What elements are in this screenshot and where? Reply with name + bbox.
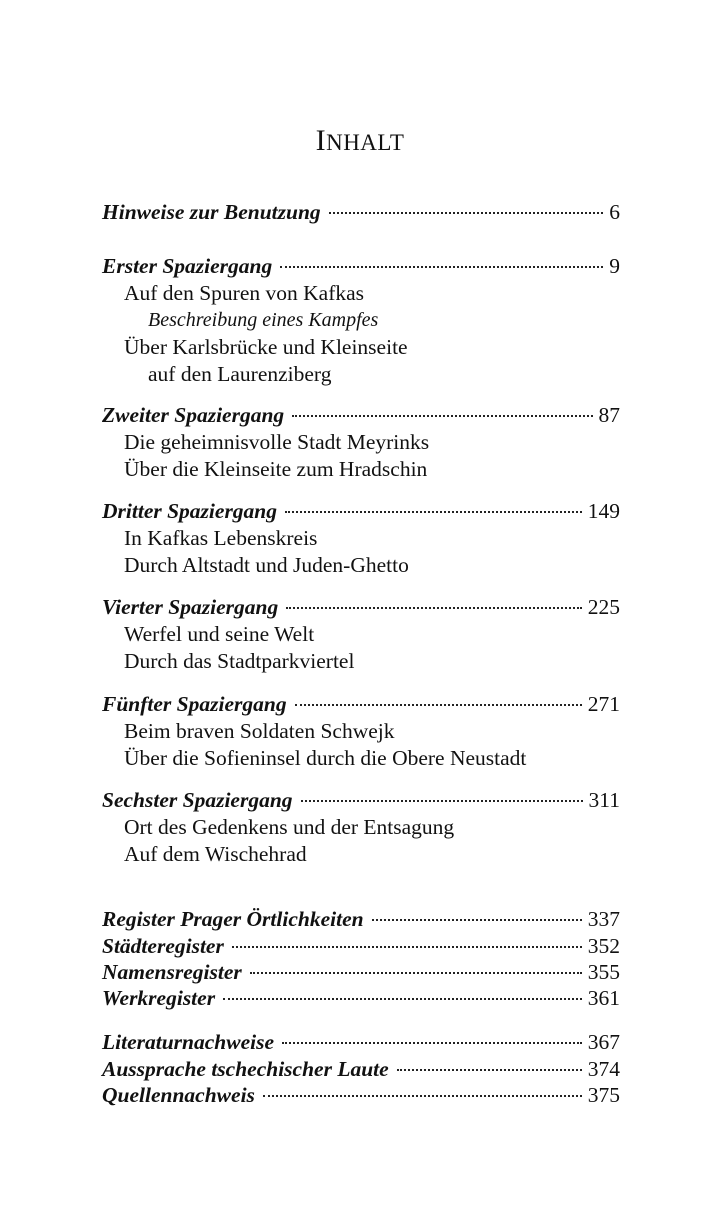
- toc-subentry-continuation: auf den Laurenziberg: [148, 362, 332, 386]
- toc-entry-zweiter-spaziergang[interactable]: [102, 402, 620, 429]
- toc-entry-dritter-spaziergang[interactable]: [102, 498, 620, 525]
- toc-entry-werkregister[interactable]: [102, 985, 620, 1012]
- dot-leader: [223, 998, 582, 1000]
- toc-entry-page: 355: [587, 960, 620, 984]
- dot-leader: [295, 704, 582, 706]
- dot-leader: [232, 946, 582, 948]
- dot-leader: [286, 607, 582, 609]
- toc-entry-title: Quellennachweis: [102, 1083, 255, 1107]
- dot-leader: [329, 212, 604, 214]
- toc-entry-title: Register Prager Örtlichkeiten: [102, 907, 364, 931]
- toc-subentry: Beim braven Soldaten Schwejk: [124, 719, 395, 743]
- toc-entry-aussprache[interactable]: [102, 1056, 620, 1083]
- toc-entry-page: 367: [587, 1030, 620, 1054]
- toc-entry-title: Vierter Spaziergang: [102, 595, 279, 619]
- toc-entry-register-oertlichkeiten[interactable]: [102, 906, 620, 933]
- toc-entry-page: 6: [609, 200, 620, 224]
- toc-entry-page: 225: [587, 595, 620, 619]
- toc-entry-title: Hinweise zur Benutzung: [102, 200, 321, 224]
- toc-entry-page: 352: [587, 934, 620, 958]
- dot-leader: [397, 1069, 582, 1071]
- toc-entry-page: 361: [587, 986, 620, 1010]
- dot-leader: [280, 266, 603, 268]
- toc-entry-vierter-spaziergang[interactable]: [102, 594, 620, 621]
- toc-subentry: Durch das Stadtparkviertel: [124, 649, 355, 673]
- toc-entry-namensregister[interactable]: [102, 959, 620, 986]
- toc-subentry: Werfel und seine Welt: [124, 622, 315, 646]
- toc-entry-page: 311: [588, 788, 620, 812]
- toc-entry-staedteregister[interactable]: [102, 933, 620, 960]
- page-title-rest: NHALT: [326, 130, 405, 155]
- page-title-initial: I: [315, 124, 327, 157]
- toc-subentry: Auf dem Wischehrad: [124, 842, 307, 866]
- toc-subentry: Über die Sofieninsel durch die Obere Neustadt: [124, 746, 527, 770]
- dot-leader: [372, 919, 582, 921]
- toc-entry-page: 149: [587, 499, 620, 523]
- page-title: [0, 124, 720, 158]
- toc-entry-title: Literaturnachweise: [102, 1030, 275, 1054]
- toc-entry-title: Aussprache tschechischer Laute: [102, 1057, 389, 1081]
- toc-entry-fuenfter-spaziergang[interactable]: [102, 691, 620, 718]
- toc-subentry: Ort des Gedenkens und der Entsagung: [124, 815, 455, 839]
- toc-entry-title: Namensregister: [102, 960, 242, 984]
- toc-entry-erster-spaziergang[interactable]: [102, 253, 620, 280]
- toc-entry-page: 375: [587, 1083, 620, 1107]
- toc-subentry: Über Karlsbrücke und Kleinseite: [124, 335, 408, 359]
- toc-entry-title: Sechster Spaziergang: [102, 788, 293, 812]
- toc-entry-page: 271: [587, 692, 620, 716]
- toc-entry-sechster-spaziergang[interactable]: [102, 787, 620, 814]
- toc-subentry: Die geheimnisvolle Stadt Meyrinks: [124, 430, 430, 454]
- toc-subentry: Auf den Spuren von Kafkas: [124, 281, 365, 305]
- dot-leader: [282, 1042, 582, 1044]
- toc-entry-page: 337: [587, 907, 620, 931]
- dot-leader: [263, 1095, 582, 1097]
- toc-entry-title: Werkregister: [102, 986, 216, 1010]
- toc-entry-page: 9: [609, 254, 620, 278]
- toc-subentry: Über die Kleinseite zum Hradschin: [124, 457, 428, 481]
- toc-entry-title: Fünfter Spaziergang: [102, 692, 287, 716]
- toc-entry-title: Dritter Spaziergang: [102, 499, 278, 523]
- toc-entry-page: 87: [598, 403, 620, 427]
- toc-entry-quellennachweis[interactable]: [102, 1082, 620, 1109]
- toc-entry-title: Städteregister: [102, 934, 224, 958]
- toc-entry-page: 374: [587, 1057, 620, 1081]
- toc-entry-literaturnachweise[interactable]: [102, 1029, 620, 1056]
- dot-leader: [292, 415, 592, 417]
- toc-entry-hinweise[interactable]: [102, 199, 620, 226]
- toc-subentry-work-title: Beschreibung eines Kampfes: [148, 309, 379, 331]
- dot-leader: [301, 800, 583, 802]
- dot-leader: [250, 972, 582, 974]
- toc-entry-title: Zweiter Spaziergang: [102, 403, 285, 427]
- toc-subentry: Durch Altstadt und Juden-Ghetto: [124, 553, 409, 577]
- toc-subentry: In Kafkas Lebenskreis: [124, 526, 318, 550]
- dot-leader: [285, 511, 582, 513]
- toc-entry-title: Erster Spaziergang: [102, 254, 273, 278]
